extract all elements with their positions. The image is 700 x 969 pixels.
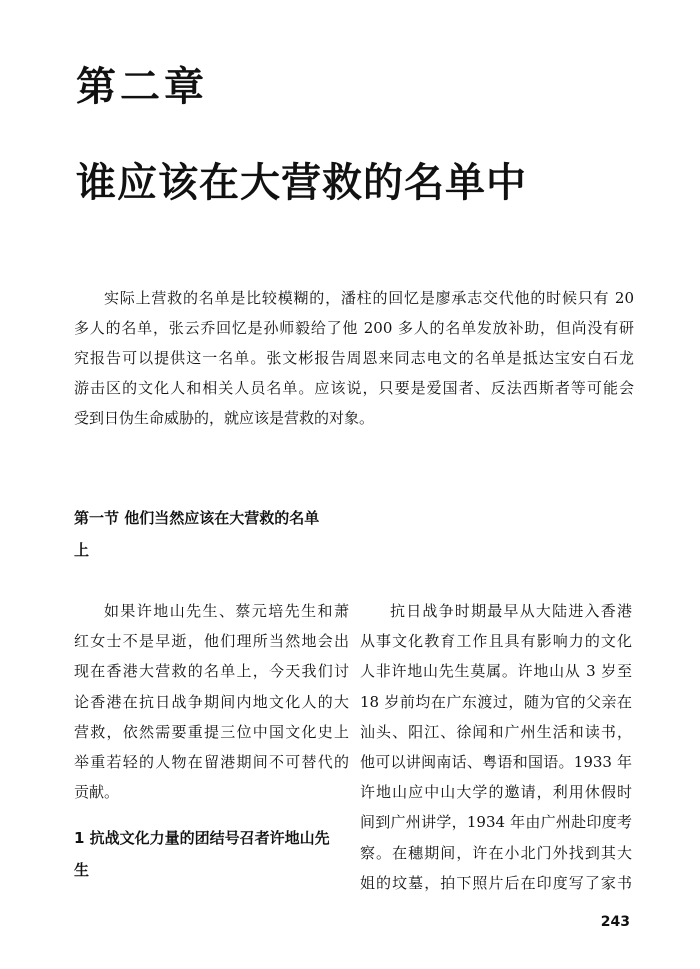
intro-line: 游击区的文化人和相关人员名单。应该说，只要是爱国者、反法西斯者等可能会: [74, 379, 634, 397]
left-column-line: 红女士不是早逝，他们理所当然地会出: [74, 632, 349, 651]
right-column-line: 许地山应中山大学的邀请，利用休假时: [360, 783, 632, 802]
subsection-heading-line: 生: [74, 861, 90, 879]
left-column-line: 论香港在抗日战争期间内地文化人的大: [74, 692, 349, 711]
left-column-line: 如果许地山先生、蔡元培先生和萧: [104, 602, 349, 620]
right-column-line: 汕头、阳江、徐闻和广州生活和读书，: [360, 722, 632, 741]
intro-line: 多人的名单，张云乔回忆是孙师毅给了他 200 多人的名单发放补助，但尚没有研: [74, 319, 634, 337]
right-column-line: 18 岁前均在广东渡过，随为官的父亲在: [360, 692, 632, 711]
intro-paragraph: [74, 283, 634, 433]
right-column-line: 抗日战争时期最早从大陆进入香港: [390, 602, 632, 620]
right-column-line: 察。在穗期间，许在小北门外找到其大: [360, 843, 632, 862]
right-column-line: 间到广州讲学，1934 年由广州赴印度考: [360, 813, 632, 832]
chapter-title: 谁应该在大营救的名单中: [76, 160, 527, 206]
section-heading-line: 上: [74, 541, 90, 559]
right-column-line: 他可以讲闽南话、粤语和国语。1933 年: [360, 752, 632, 771]
intro-line: 受到日伪生命威胁的，就应该是营救的对象。: [74, 409, 375, 427]
left-column-line: 举重若轻的人物在留港期间不可替代的: [74, 752, 349, 771]
intro-line: 实际上营救的名单是比较模糊的，潘柱的回忆是廖承志交代他的时候只有 20: [104, 289, 634, 307]
section-heading-line: 第一节 他们当然应该在大营救的名单: [74, 509, 320, 527]
left-column-paragraph: [74, 596, 349, 807]
left-column-line: 营救，依然需要重提三位中国文化史上: [74, 722, 349, 741]
right-column-line: 人非许地山先生莫属。许地山从 3 岁至: [360, 662, 632, 681]
chapter-label: 第二章: [76, 64, 208, 110]
left-column-line: 现在香港大营救的名单上，今天我们讨: [74, 662, 349, 681]
right-column-line: 姐的坟墓，拍下照片后在印度写了家书: [360, 873, 632, 892]
subsection-heading: [74, 822, 349, 886]
left-column-line: 贡献。: [74, 783, 120, 802]
section-heading: [74, 502, 349, 566]
intro-line: 究报告可以提供这一名单。张文彬报告周恩来同志电文的名单是抵达宝安白石龙: [74, 349, 634, 367]
subsection-heading-line: 1 抗战文化力量的团结号召者许地山先: [74, 829, 330, 847]
right-column-line: 从事文化教育工作且具有影响力的文化: [360, 632, 632, 651]
right-column-paragraph: [360, 596, 632, 898]
page-number: 243: [600, 914, 630, 930]
